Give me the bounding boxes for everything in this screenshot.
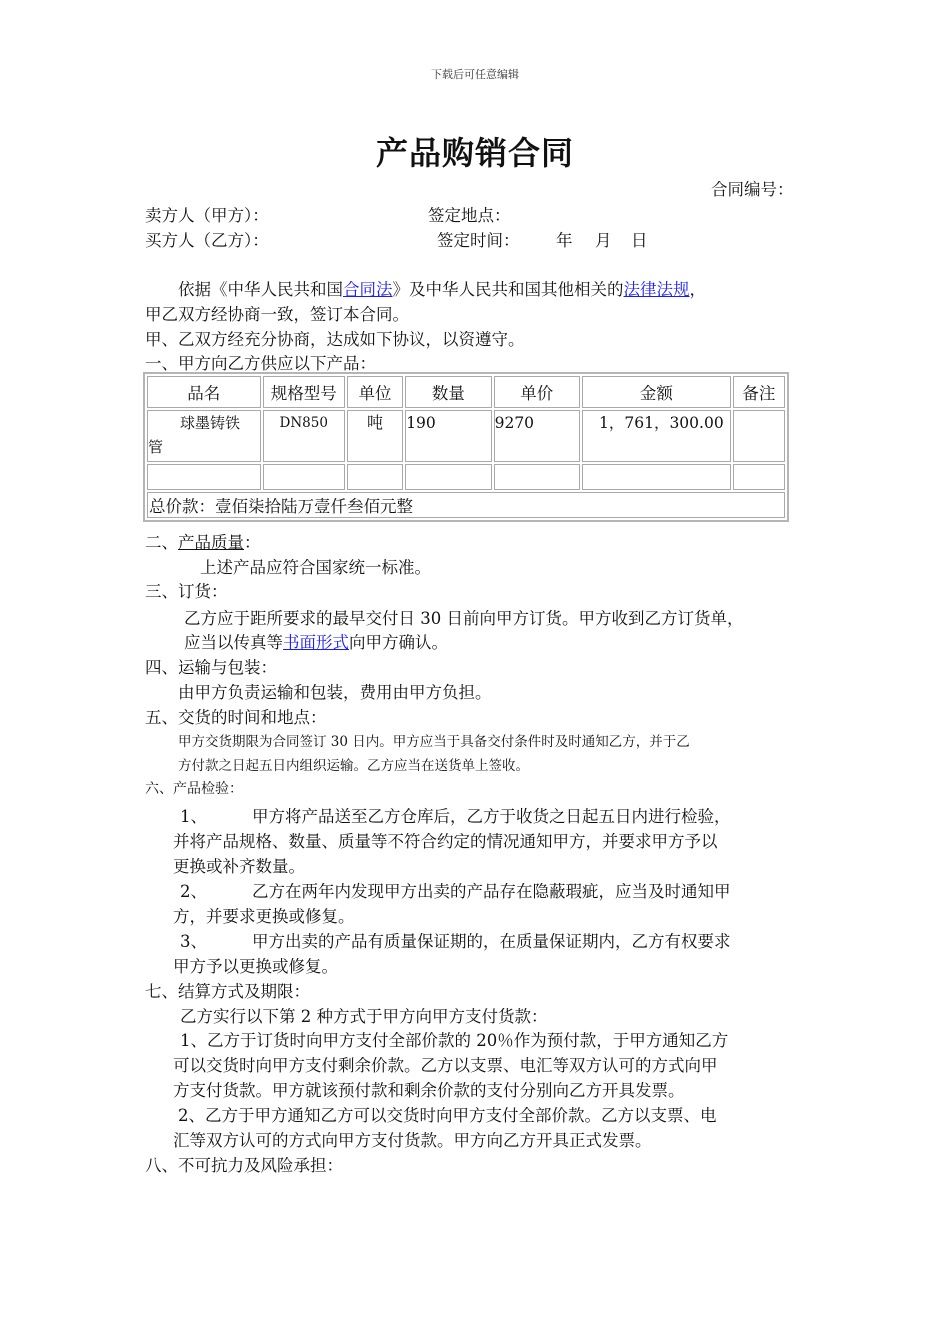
date-year: 年 bbox=[556, 231, 573, 250]
section-7-option-1-line-2: 可以交货时向甲方支付剩余价款。乙方以支票、电汇等双方认可的方式向甲 bbox=[173, 1056, 718, 1075]
section-2-colon: ： bbox=[244, 533, 261, 552]
section-3-title: 三、订货： bbox=[145, 582, 228, 601]
product-name-line-1: 球墨铸铁 bbox=[180, 414, 241, 432]
section-5-body-2: 方付款之日起五日内组织运输。乙方应当在送货单上签收。 bbox=[178, 758, 529, 774]
section-6-item-3-line-2: 甲方予以更换或修复。 bbox=[173, 957, 338, 976]
intro-paragraph-1 bbox=[178, 276, 706, 300]
laws-regulations-link[interactable]: 法律法规 bbox=[623, 280, 690, 299]
section-3-body-2 bbox=[184, 629, 448, 653]
section-2-body: 上述产品应符合国家统一标准。 bbox=[200, 558, 431, 577]
empty-cell bbox=[263, 464, 345, 490]
sign-time-label: 签定时间： bbox=[437, 231, 520, 250]
section-6-item-1-line-1: 甲方将产品送至乙方仓库后，乙方于收货之日起五日内进行检验， bbox=[252, 807, 731, 826]
total-value: 壹佰柒拾陆万壹仟叁佰元整 bbox=[215, 497, 413, 516]
intro-text-a: 依据《中华人民共和国 bbox=[178, 280, 343, 299]
section-4-body: 由甲方负责运输和包装，费用由甲方负担。 bbox=[178, 683, 492, 702]
section-3-text-b: 向甲方确认。 bbox=[349, 633, 448, 652]
product-table bbox=[143, 372, 789, 522]
intro-paragraph-3: 甲、乙双方经充分协商，达成如下协议，以资遵守。 bbox=[145, 330, 525, 349]
section-6-item-2-line-1: 乙方在两年内发现甲方出卖的产品存在隐蔽瑕疵，应当及时通知甲 bbox=[252, 882, 731, 901]
section-5-body-1: 甲方交货期限为合同签订 30 日内。甲方应当于具备交付条件时及时通知乙方，并于乙 bbox=[178, 734, 690, 750]
table-total-row bbox=[147, 492, 785, 518]
section-7-option-2-line-2: 汇等双方认可的方式向甲方支付货款。甲方向乙方开具正式发票。 bbox=[173, 1131, 652, 1150]
section-1-title: 一、甲方向乙方供应以下产品： bbox=[145, 354, 376, 373]
intro-text-c: ， bbox=[689, 280, 706, 299]
section-5-title: 五、交货的时间和地点： bbox=[145, 708, 327, 727]
amount-value: 1，761，300.00 bbox=[599, 414, 724, 432]
page-title: 产品购销合同 bbox=[375, 134, 574, 172]
empty-cell bbox=[733, 464, 785, 490]
section-6-item-3-num: 3、 bbox=[180, 932, 207, 951]
intro-paragraph-2: 甲乙双方经协商一致，签订本合同。 bbox=[145, 305, 409, 324]
cell-spec: DN850 bbox=[263, 410, 345, 462]
sign-place-label: 签定地点： bbox=[428, 206, 511, 225]
empty-cell bbox=[582, 464, 731, 490]
total-cell bbox=[147, 492, 785, 518]
section-6-item-2-line-2: 方，并要求更换或修复。 bbox=[173, 907, 355, 926]
header-price: 单价 bbox=[494, 376, 580, 408]
header-amount: 金额 bbox=[582, 376, 731, 408]
date-day: 日 bbox=[631, 231, 648, 250]
product-quality-term: 产品质量 bbox=[178, 533, 244, 552]
section-7-title: 七、结算方式及期限： bbox=[145, 982, 310, 1001]
empty-cell bbox=[347, 464, 403, 490]
cell-note bbox=[733, 410, 785, 462]
table-row bbox=[147, 410, 785, 462]
header-qty: 数量 bbox=[405, 376, 491, 408]
date-month: 月 bbox=[595, 231, 612, 250]
table-header-row bbox=[147, 376, 785, 408]
product-name-line-2: 管 bbox=[148, 438, 164, 456]
cell-product-name bbox=[147, 410, 261, 462]
empty-cell bbox=[494, 464, 580, 490]
section-2-number: 二、 bbox=[145, 533, 178, 552]
section-7-option-1-line-3: 方支付货款。甲方就该预付款和剩余价款的支付分别向乙方开具发票。 bbox=[173, 1081, 685, 1100]
section-7-option-1-line-1: 1、乙方于订货时向甲方支付全部价款的 20％作为预付款，于甲方通知乙方 bbox=[180, 1031, 729, 1050]
section-6-item-1-num: 1、 bbox=[180, 807, 207, 826]
section-7-option-2-line-1: 2、乙方于甲方通知乙方可以交货时向甲方支付全部价款。乙方以支票、电 bbox=[178, 1106, 717, 1125]
section-6-item-2-num: 2、 bbox=[180, 882, 207, 901]
section-6-item-1-line-2: 并将产品规格、数量、质量等不符合约定的情况通知甲方，并要求甲方予以 bbox=[173, 832, 718, 851]
section-4-title: 四、运输与包装： bbox=[145, 658, 277, 677]
header-spec: 规格型号 bbox=[263, 376, 345, 408]
section-7-intro: 乙方实行以下第 2 种方式于甲方向甲方支付货款： bbox=[180, 1007, 548, 1026]
buyer-label: 买方人（乙方）： bbox=[145, 231, 269, 250]
written-form-link[interactable]: 书面形式 bbox=[283, 633, 349, 652]
empty-cell bbox=[147, 464, 261, 490]
total-label: 总价款： bbox=[149, 497, 215, 516]
header-unit: 单位 bbox=[347, 376, 403, 408]
section-3-body-1: 乙方应于距所要求的最早交付日 30 日前向甲方订货。甲方收到乙方订货单， bbox=[184, 609, 744, 628]
empty-cell bbox=[405, 464, 491, 490]
header-note: 备注 bbox=[733, 376, 785, 408]
cell-qty: 190 bbox=[405, 410, 491, 462]
cell-unit: 吨 bbox=[347, 410, 403, 462]
header-name: 品名 bbox=[147, 376, 261, 408]
section-8-title: 八、不可抗力及风险承担： bbox=[145, 1156, 343, 1175]
contract-no-label: 合同编号： bbox=[711, 180, 794, 199]
section-6-item-3-line-1: 甲方出卖的产品有质量保证期的，在质量保证期内，乙方有权要求 bbox=[252, 932, 731, 951]
table-row-empty bbox=[147, 464, 785, 490]
section-6-title: 六、产品检验： bbox=[145, 781, 243, 797]
header-note: 下载后可任意编辑 bbox=[431, 68, 519, 81]
section-2-title bbox=[145, 529, 261, 553]
cell-price: 9270 bbox=[494, 410, 580, 462]
section-3-text-a: 应当以传真等 bbox=[184, 633, 283, 652]
cell-amount bbox=[582, 410, 731, 462]
section-6-item-1-line-3: 更换或补齐数量。 bbox=[173, 857, 305, 876]
contract-law-link[interactable]: 合同法 bbox=[343, 280, 393, 299]
intro-text-b: 》及中华人民共和国其他相关的 bbox=[392, 280, 624, 299]
seller-label: 卖方人（甲方）： bbox=[145, 206, 269, 225]
